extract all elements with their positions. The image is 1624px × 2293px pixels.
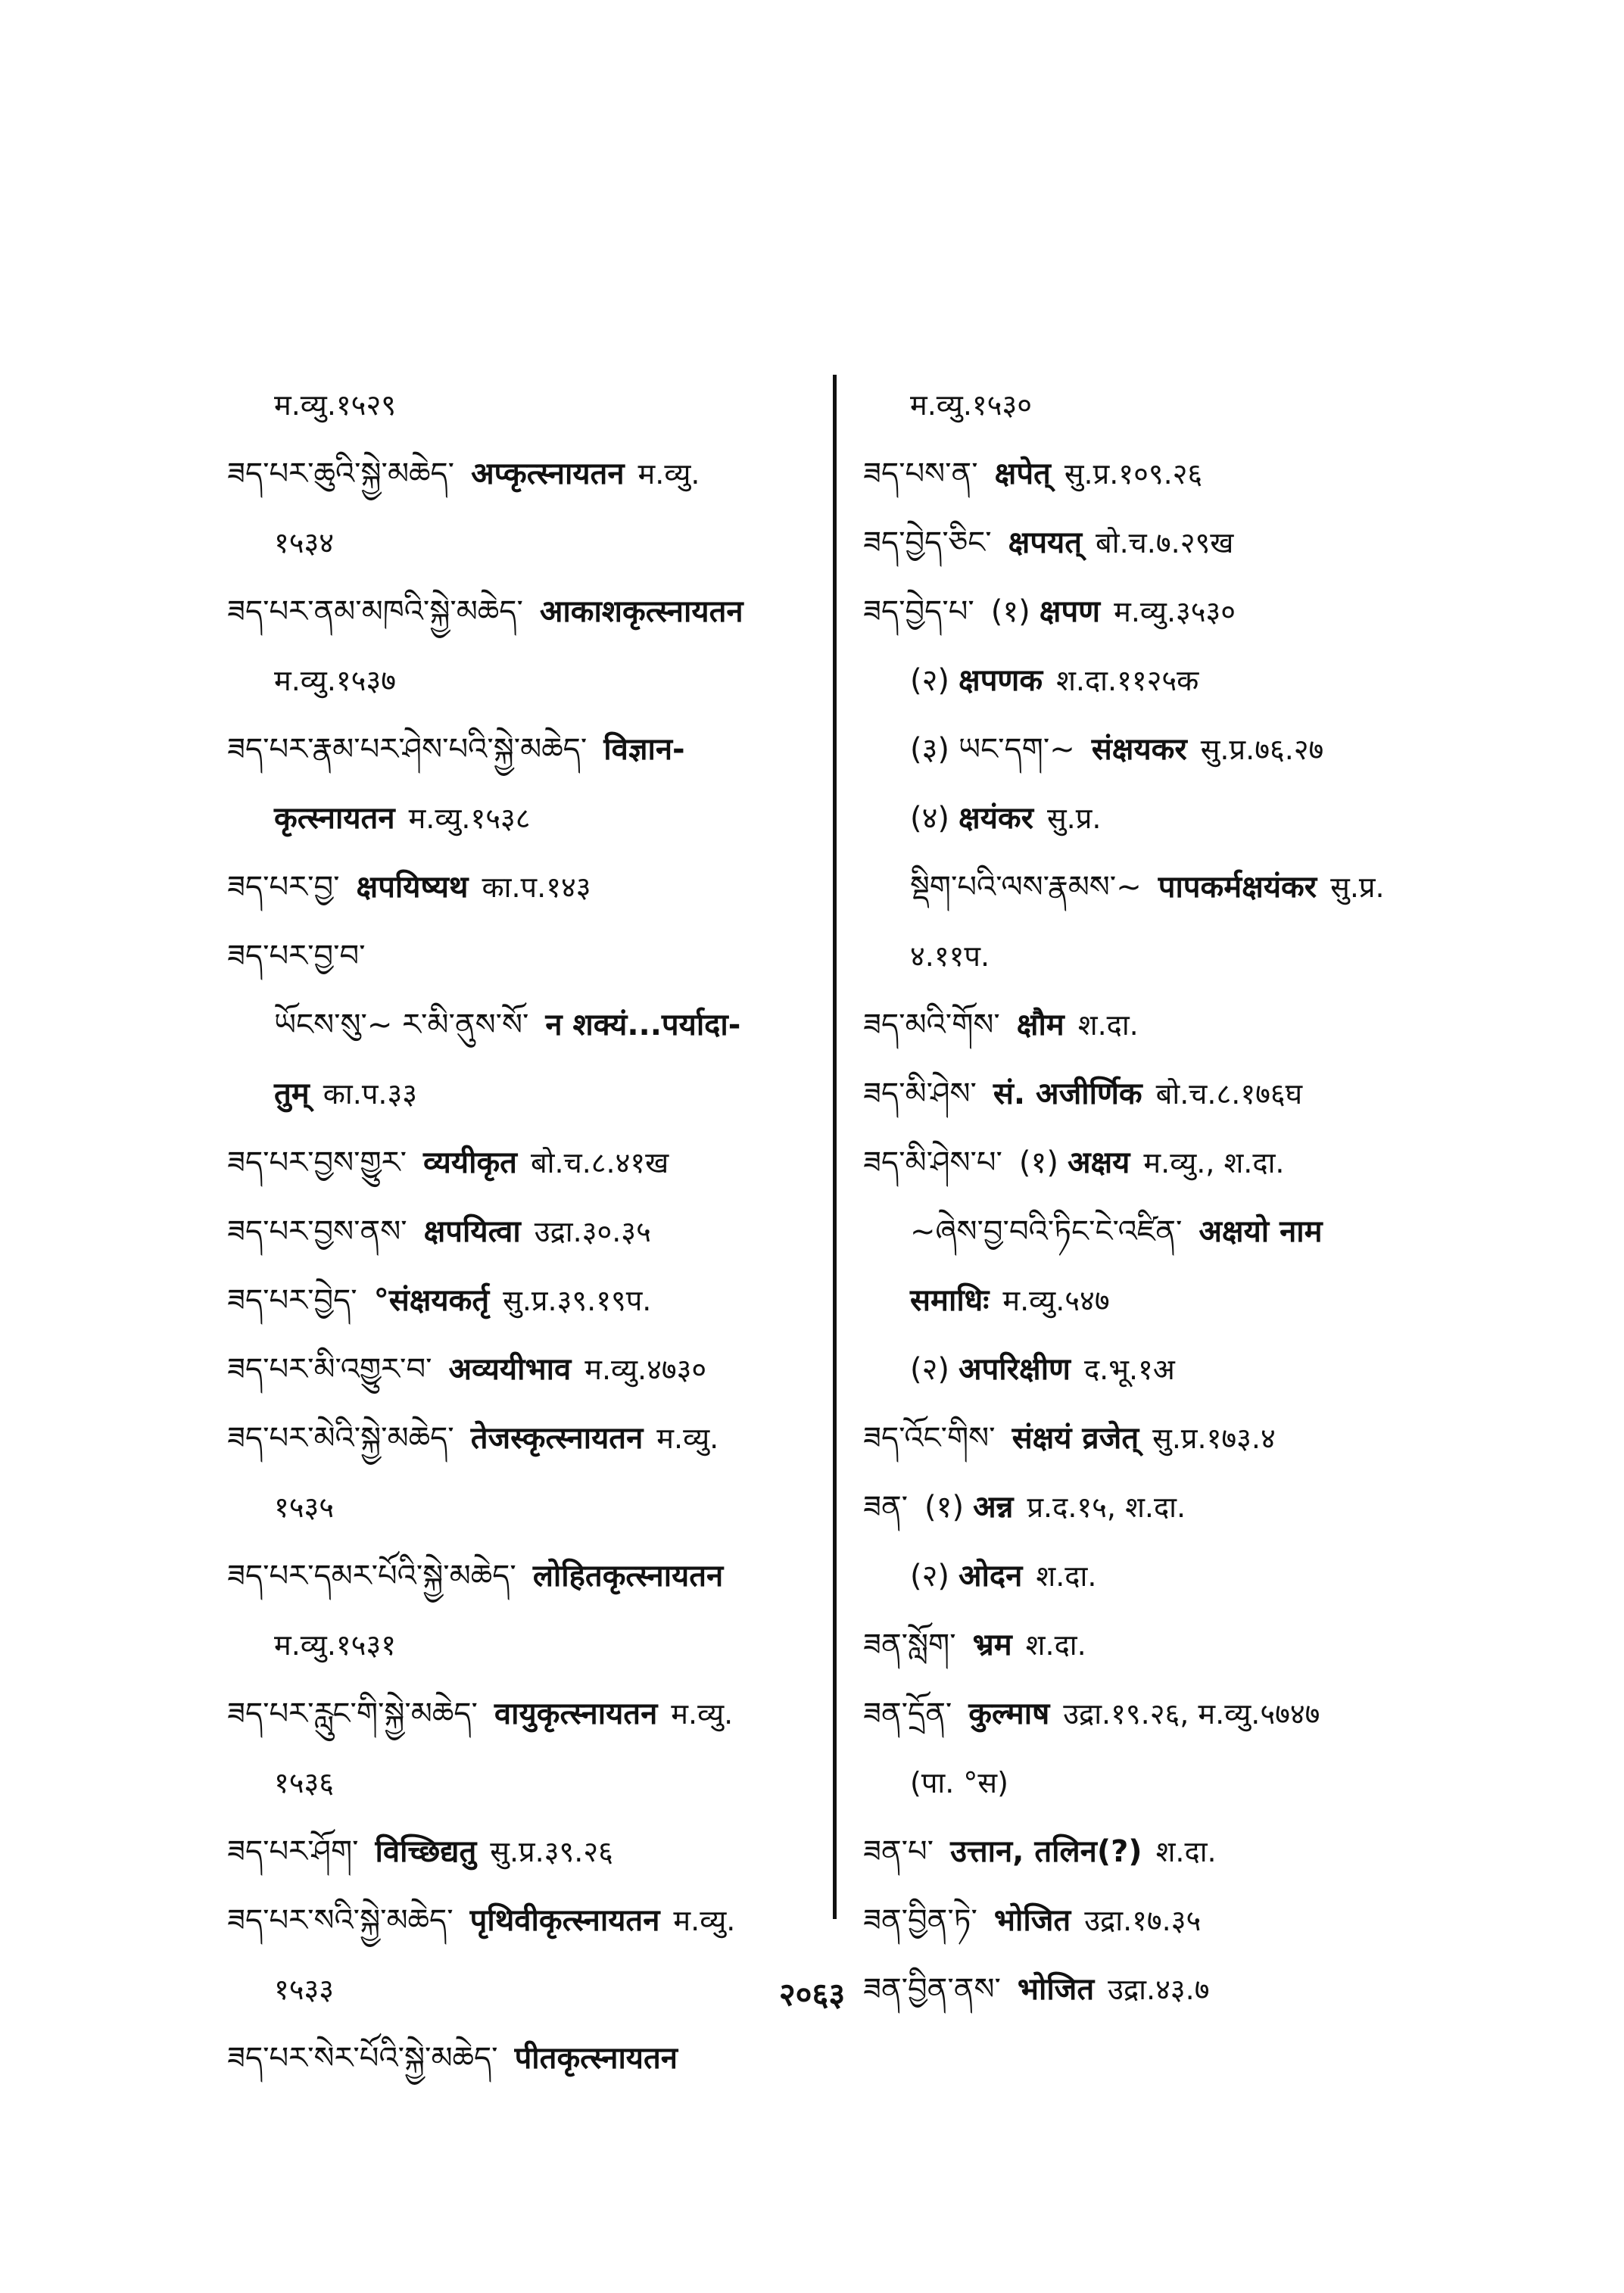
entry-line — [227, 1542, 833, 1611]
reference: म.व्यु. — [637, 457, 700, 491]
reference: उद्रा.४३.७ — [1108, 1973, 1210, 2006]
tibetan-headword: ཟན་བྱིན་ནས་ — [863, 1972, 1001, 2007]
entry-line — [227, 578, 833, 646]
entry-line — [863, 1680, 1439, 1749]
reference: सु.प्र.३९.१९प. — [503, 1284, 652, 1317]
sanskrit-equivalent: पापकर्मक्षयंकर — [1158, 870, 1317, 905]
entry-line — [227, 440, 833, 509]
tibetan-headword: ཟད་མི་ཤེས་པ་ — [863, 1145, 1002, 1180]
sanskrit-equivalent: क्षपयित्वा — [423, 1214, 521, 1249]
tibetan-headword: ཟད་པར་མི་འགྱུར་བ་ — [227, 1352, 432, 1387]
reference: म.व्यु. — [656, 1422, 719, 1455]
reference: श.दा. — [1155, 1835, 1217, 1868]
entry-line — [227, 853, 833, 922]
reference: म.व्यु.१५३० — [910, 388, 1032, 422]
reference: बो.च.८.१७६घ — [1155, 1077, 1303, 1111]
column-divider — [833, 375, 837, 1919]
reference: (पा. °स) — [910, 1766, 1008, 1799]
sanskrit-equivalent: समाधिः — [910, 1283, 990, 1318]
entry-line — [863, 784, 1439, 853]
reference: श.दा.११२५क — [1056, 664, 1199, 697]
reference: म.व्यु.१५३८ — [408, 802, 531, 835]
entry-line — [863, 1886, 1439, 1955]
page-number: २०६३ — [778, 1976, 846, 2013]
reference: म.व्यु.१५२९ — [274, 388, 396, 422]
entry-line — [863, 1266, 1439, 1335]
tibetan-headword: ཟད་བྱེད་ཅིང་ — [863, 525, 992, 560]
entry-line — [863, 991, 1439, 1060]
sanskrit-equivalent: अपरिक्षीण — [959, 1352, 1071, 1387]
entry-line — [227, 1198, 833, 1266]
tibetan-headword: ཟད་པས་ན་ — [863, 456, 978, 491]
entry-line — [227, 784, 833, 853]
tibetan-headword: ~ཞེས་བྱ་བའི་ཏིང་ངེ་འཛིན་ — [910, 1214, 1183, 1249]
tibetan-headword: ཡོངས་སུ་~ ར་མི་ནུས་སོ་ — [274, 1008, 529, 1042]
sanskrit-equivalent: पीतकृत्स्नायतन — [514, 2041, 678, 2076]
sanskrit-equivalent: क्षपयत् — [1008, 525, 1083, 560]
entry-line — [863, 646, 1439, 715]
reference: १५३५ — [274, 1491, 335, 1524]
entry-line — [227, 1749, 833, 1818]
entry-line — [227, 2024, 833, 2093]
entry-line — [227, 1473, 833, 1542]
entry-line — [227, 715, 833, 784]
reference: १५३६ — [274, 1766, 335, 1799]
sense-number: (१) — [1018, 1145, 1058, 1180]
tibetan-headword: སྡིག་པའི་ལས་རྣམས་~ — [910, 870, 1142, 905]
entry-line — [863, 440, 1439, 509]
sanskrit-equivalent: विज्ञान- — [603, 732, 685, 767]
entry-line — [863, 371, 1439, 440]
entry-line — [227, 371, 833, 440]
reference: सु.प्र.७६.२७ — [1200, 733, 1324, 766]
entry-line — [863, 1198, 1439, 1266]
reference: म.व्यु.५४७ — [1002, 1284, 1110, 1317]
entry-line — [863, 1749, 1439, 1818]
reference: सु.प्र.३९.२६ — [490, 1835, 613, 1868]
sanskrit-equivalent: भोजित — [993, 1903, 1071, 1938]
sanskrit-equivalent: उत्तान, तलिन(?) — [950, 1834, 1142, 1869]
right-column — [863, 371, 1439, 2024]
sanskrit-equivalent: कृत्स्नायतन — [274, 801, 395, 836]
reference: उद्रा.१७.३५ — [1084, 1904, 1202, 1937]
reference: सु.प्र. — [1046, 802, 1102, 835]
reference: श.दा. — [1077, 1008, 1139, 1042]
reference: म.व्यु., श.दा. — [1143, 1146, 1285, 1179]
sense-number: (२) — [910, 663, 950, 698]
entry-line — [227, 1611, 833, 1680]
tibetan-headword: ཟད་པར་དམར་པོའི་སྐྱེ་མཆེད་ — [227, 1559, 516, 1594]
sanskrit-equivalent: क्षपयिष्यथ — [356, 870, 469, 905]
reference: म.व्यु.१५३१ — [274, 1628, 396, 1662]
reference: सु.प्र.१७३.४ — [1152, 1422, 1276, 1455]
sense-number: (२) — [910, 1559, 950, 1594]
entry-line — [227, 1404, 833, 1473]
entry-line — [863, 853, 1439, 922]
entry-line — [863, 1542, 1439, 1611]
sanskrit-equivalent: अक्षय — [1067, 1145, 1130, 1180]
sanskrit-equivalent: विच्छिद्यतु — [375, 1834, 477, 1869]
sense-number: (१) — [990, 594, 1030, 629]
reference: म.व्यु.४७३० — [584, 1353, 707, 1386]
entry-line — [227, 1266, 833, 1335]
sanskrit-equivalent: सं. अजीर्णिक — [993, 1076, 1142, 1111]
reference: का.प.१४३ — [482, 871, 591, 904]
tibetan-headword: ཟན་དྲོན་ — [863, 1696, 952, 1731]
reference: द.भू.१अ — [1083, 1353, 1175, 1386]
reference: म.व्यु.३५३० — [1114, 595, 1236, 628]
sanskrit-equivalent: अन्न — [973, 1490, 1014, 1525]
entry-line — [227, 1335, 833, 1404]
reference: श.दा. — [1025, 1628, 1086, 1662]
tibetan-headword: ཟད་པར་ཤོག་ — [227, 1834, 359, 1869]
reference: प्र.द.१५, श.दा. — [1027, 1491, 1186, 1524]
sanskrit-equivalent: लोहितकृत्स्नायतन — [532, 1559, 724, 1594]
sanskrit-equivalent: तुम् — [274, 1076, 310, 1111]
tibetan-headword: ཟད་འོང་གིས་ — [863, 1421, 996, 1456]
tibetan-headword: ཟན་བྱིན་ཏེ་ — [863, 1903, 977, 1938]
entry-line — [863, 578, 1439, 646]
sanskrit-equivalent: अव्ययीभाव — [448, 1352, 572, 1387]
tibetan-headword: ཟད་པར་བྱེད་ — [227, 1283, 357, 1318]
entry-line — [227, 1129, 833, 1198]
tibetan-headword: ཟད་པར་ཆུའི་སྐྱེ་མཆེད་ — [227, 456, 455, 491]
entry-line — [227, 646, 833, 715]
reference: बो.च.७.२९ख — [1096, 526, 1234, 559]
entry-line — [227, 1060, 833, 1129]
tibetan-headword: ཟད་པར་སེར་པོའི་སྐྱེ་མཆེད་ — [227, 2041, 498, 2076]
reference: बो.च.८.४१ख — [530, 1146, 669, 1179]
sanskrit-equivalent: अक्षयो नाम — [1199, 1214, 1323, 1249]
entry-line — [863, 1473, 1439, 1542]
sense-number: (३) — [910, 732, 950, 767]
entry-line — [863, 922, 1439, 991]
reference: ४.११प. — [910, 939, 990, 973]
reference: का.प.३३ — [323, 1077, 418, 1111]
sense-number: (४) — [910, 801, 950, 836]
sanskrit-equivalent: अप्कृत्स्नायतन — [471, 456, 625, 491]
entry-line — [863, 1818, 1439, 1886]
entry-line — [863, 509, 1439, 578]
reference: १५३४ — [274, 526, 335, 559]
entry-line — [863, 1060, 1439, 1129]
reference: म.व्यु. — [673, 1904, 736, 1937]
reference: श.दा. — [1036, 1559, 1097, 1593]
tibetan-headword: ཟན་ — [863, 1490, 909, 1525]
tibetan-headword: ཟད་པར་བྱས་ནས་ — [227, 1214, 407, 1249]
tibetan-headword: ཟད་པར་བྱས་གྱུར་ — [227, 1145, 407, 1180]
tibetan-headword: ཟད་པར་བྱ་ — [227, 870, 340, 905]
tibetan-headword: ཟད་པར་རྣམ་པར་ཤེས་པའི་སྐྱེ་མཆེད་ — [227, 732, 588, 767]
entry-line — [863, 1129, 1439, 1198]
entry-line — [863, 1404, 1439, 1473]
sanskrit-equivalent: तेजस्कृत्स्नायतन — [470, 1421, 644, 1456]
sanskrit-equivalent: भोजित — [1017, 1972, 1095, 2007]
tibetan-headword: ཟན་པ་ — [863, 1834, 934, 1869]
sanskrit-equivalent: वायुकृत्स्नायतन — [494, 1696, 658, 1731]
tibetan-headword: ཟད་པར་རླུང་གི་སྐྱེ་མཆེད་ — [227, 1696, 478, 1731]
entry-line — [227, 1818, 833, 1886]
sanskrit-equivalent: क्षयंकर — [959, 801, 1033, 836]
sanskrit-equivalent: भ्रम — [972, 1628, 1012, 1662]
sanskrit-equivalent: क्षपेत् — [994, 456, 1051, 491]
tibetan-headword: ཟད་པར་ནམ་མཁའི་སྐྱེ་མཆེད་ — [227, 594, 523, 629]
sense-number: (१) — [924, 1490, 965, 1525]
reference: उद्रा.१९.२६, म.व्यु.५७४७ — [1063, 1697, 1320, 1731]
sanskrit-equivalent: क्षौम — [1016, 1008, 1064, 1042]
tibetan-headword: ཟད་མི་ཤེས་ — [863, 1076, 977, 1111]
reference: १५३३ — [274, 1973, 335, 2006]
entry-line — [863, 1335, 1439, 1404]
tibetan-headword: ཟད་པར་སའི་སྐྱེ་མཆེད་ — [227, 1903, 454, 1938]
left-column — [227, 371, 833, 2093]
entry-line — [227, 922, 833, 991]
sanskrit-equivalent: क्षपणक — [959, 663, 1043, 698]
sanskrit-equivalent: ओदन — [959, 1559, 1023, 1594]
tibetan-headword: ཟད་བྱེད་པ་ — [863, 594, 974, 629]
sanskrit-equivalent: संक्षयं व्रजेत् — [1011, 1421, 1139, 1456]
tibetan-headword: ཟད་པར་མེའི་སྐྱེ་མཆེད་ — [227, 1421, 454, 1456]
reference: म.व्यु.१५३७ — [274, 664, 396, 697]
entry-line — [227, 1886, 833, 1955]
sanskrit-equivalent: आकाशकृत्स्नायतन — [539, 594, 743, 629]
sanskrit-equivalent: न शक्यं...पर्यादा- — [545, 1008, 741, 1042]
sanskrit-equivalent: क्षपण — [1039, 594, 1101, 629]
entry-line — [227, 1680, 833, 1749]
sanskrit-equivalent: कुल्माष — [968, 1696, 1050, 1731]
sanskrit-equivalent: °संक्षयकर्तृ — [373, 1283, 490, 1318]
reference: सु.प्र. — [1330, 871, 1385, 904]
entry-line — [863, 715, 1439, 784]
sanskrit-equivalent: पृथिवीकृत्स्नायतन — [469, 1903, 660, 1938]
entry-line — [227, 509, 833, 578]
reference: म.व्यु. — [671, 1697, 734, 1731]
reference: सु.प्र.१०९.२६ — [1064, 457, 1203, 491]
reference: उद्रा.३०.३५ — [534, 1215, 651, 1248]
tibetan-headword: ཟན་སློག་ — [863, 1628, 956, 1662]
entry-line — [227, 991, 833, 1060]
sanskrit-equivalent: संक्षयकर — [1091, 732, 1187, 767]
sense-number: (२) — [910, 1352, 950, 1387]
tibetan-headword: ཟད་མའི་གོས་ — [863, 1008, 1000, 1042]
tibetan-headword: ཡང་དག་~ — [959, 732, 1075, 767]
entry-line — [863, 1611, 1439, 1680]
tibetan-headword: ཟད་པར་བྱ་བ་ — [227, 939, 366, 974]
sanskrit-equivalent: व्ययीकृत — [423, 1145, 517, 1180]
